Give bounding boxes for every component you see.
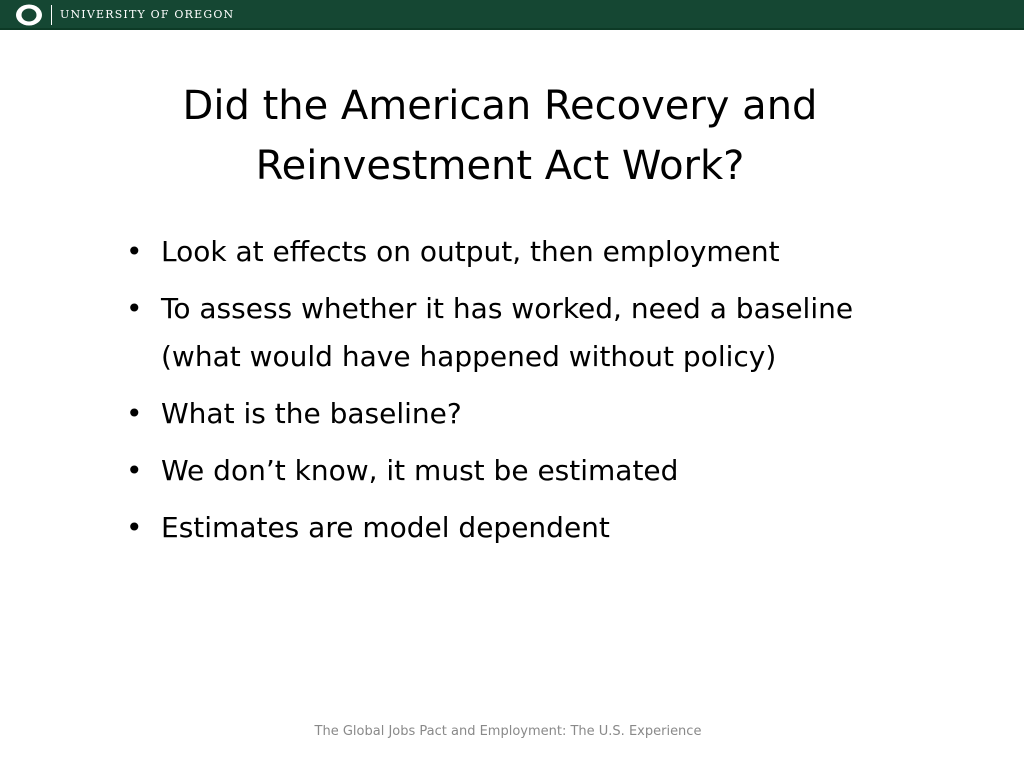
bullet-dot-icon: • — [126, 292, 143, 325]
bullet-text: Estimates are model dependent — [161, 511, 610, 544]
bullet-text: What is the baseline? — [161, 397, 462, 430]
oregon-o-logo-icon — [14, 3, 44, 27]
institution-name: UNIVERSITY OF OREGON — [60, 8, 235, 21]
bullet-list — [118, 228, 918, 561]
header-bar — [0, 0, 1024, 30]
bullet-text: To assess whether it has worked, need a baseline (what would have happened without policy) — [161, 292, 854, 373]
bullet-dot-icon: • — [126, 511, 143, 544]
bullet-item — [118, 447, 918, 495]
bullet-dot-icon: • — [126, 397, 143, 430]
bullet-item — [118, 390, 918, 438]
bullet-text: We don’t know, it must be estimated — [161, 454, 679, 487]
logo-divider — [51, 5, 52, 25]
bullet-dot-icon: • — [126, 235, 143, 268]
bullet-text: Look at effects on output, then employment — [161, 235, 780, 268]
slide-footer: The Global Jobs Pact and Employment: The U.S. Experience — [314, 724, 702, 739]
slide-title: Did the American Recovery and Reinvestment Act Work? — [182, 83, 818, 189]
bullet-dot-icon: • — [126, 454, 143, 487]
bullet-item — [118, 285, 918, 381]
bullet-item — [118, 504, 918, 552]
bullet-item — [118, 228, 918, 276]
